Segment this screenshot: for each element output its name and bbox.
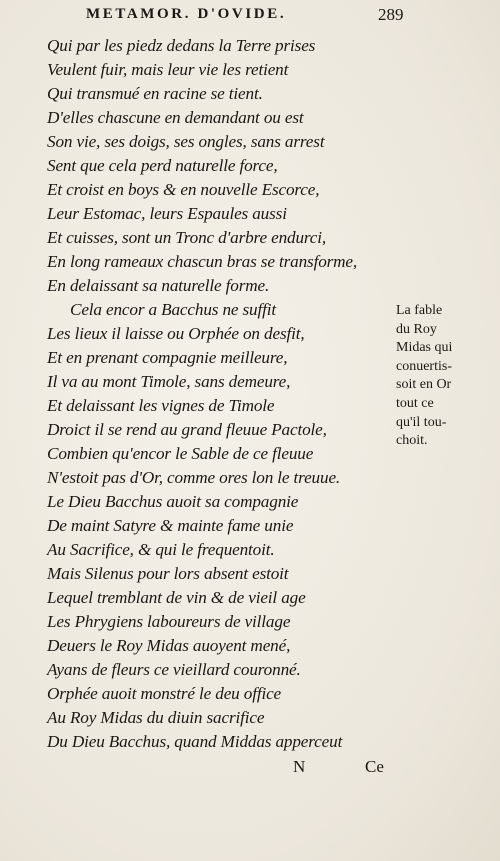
verse-line: Cela encor a Bacchus ne suffit	[70, 300, 277, 319]
running-head	[0, 4, 500, 28]
verse-line: Et en prenant compagnie meilleure,	[47, 348, 288, 367]
catchword: Ce	[365, 757, 384, 776]
verse-line: N'estoit pas d'Or, comme ores lon le treuue.	[47, 468, 341, 487]
marginal-note-line: conuertis-	[396, 358, 452, 374]
marginal-note	[396, 302, 496, 451]
signature-mark: N	[293, 757, 306, 776]
verse-line: Mais Silenus pour lors absent estoit	[47, 564, 289, 583]
verse-line: Lequel tremblant de vin & de vieil age	[47, 588, 306, 607]
verse-line: Les Phrygiens laboureurs de village	[47, 612, 291, 631]
verse-line: Leur Estomac, leurs Espaules aussi	[47, 204, 287, 223]
marginal-note-line: La fable	[396, 303, 443, 318]
verse-line: Son vie, ses doigs, ses ongles, sans arrest	[47, 132, 325, 151]
verse-line: En long rameaux chascun bras se transforme,	[47, 252, 358, 271]
verse-line: Qui transmué en racine se tient.	[47, 84, 263, 103]
verse-line: Et cuisses, sont un Tronc d'arbre endurci,	[47, 228, 327, 247]
verse-line: Veulent fuir, mais leur vie les retient	[47, 60, 289, 79]
verse-line: Et delaissant les vignes de Timole	[47, 396, 275, 415]
marginal-note-line: choit.	[396, 433, 428, 449]
verse-line: Combien qu'encor le Sable de ce fleuue	[47, 444, 314, 463]
running-head-title: METAMOR. D'OVIDE.	[86, 6, 287, 22]
verse-line: Qui par les piedz dedans la Terre prises	[47, 36, 316, 55]
verse-line: Il va au mont Timole, sans demeure,	[47, 372, 291, 391]
marginal-note-line: tout ce	[396, 395, 434, 411]
verse-line: Au Sacrifice, & qui le frequentoit.	[47, 540, 275, 559]
verse-line: Sent que cela perd naturelle force,	[47, 156, 278, 175]
verse-line: Au Roy Midas du diuin sacrifice	[47, 708, 265, 727]
verse-line: Droict il se rend au grand fleuue Pactole,	[47, 420, 327, 439]
verse-line: D'elles chascune en demandant ou est	[47, 108, 304, 127]
page-number: 289	[378, 5, 404, 24]
marginal-note-line: soit en Or	[396, 377, 452, 393]
verse-line: Les lieux il laisse ou Orphée on desfit,	[47, 324, 305, 343]
marginal-note-line: du Roy	[396, 321, 437, 337]
verse-line: Du Dieu Bacchus, quand Middas apperceut	[47, 732, 343, 751]
marginal-note-line: qu'il tou-	[396, 414, 447, 430]
verse-line: Et croist en boys & en nouvelle Escorce,	[47, 180, 320, 199]
verse-line: Le Dieu Bacchus auoit sa compagnie	[47, 492, 299, 511]
verse-line: En delaissant sa naturelle forme.	[47, 276, 270, 295]
verse-line: Orphée auoit monstré le deu office	[47, 684, 282, 703]
verse-line: Deuers le Roy Midas auoyent mené,	[47, 636, 291, 655]
marginal-note-line: Midas qui	[396, 340, 453, 356]
verse-line: De maint Satyre & mainte fame unie	[47, 516, 294, 535]
verse-line: Ayans de fleurs ce vieillard couronné.	[47, 660, 301, 679]
